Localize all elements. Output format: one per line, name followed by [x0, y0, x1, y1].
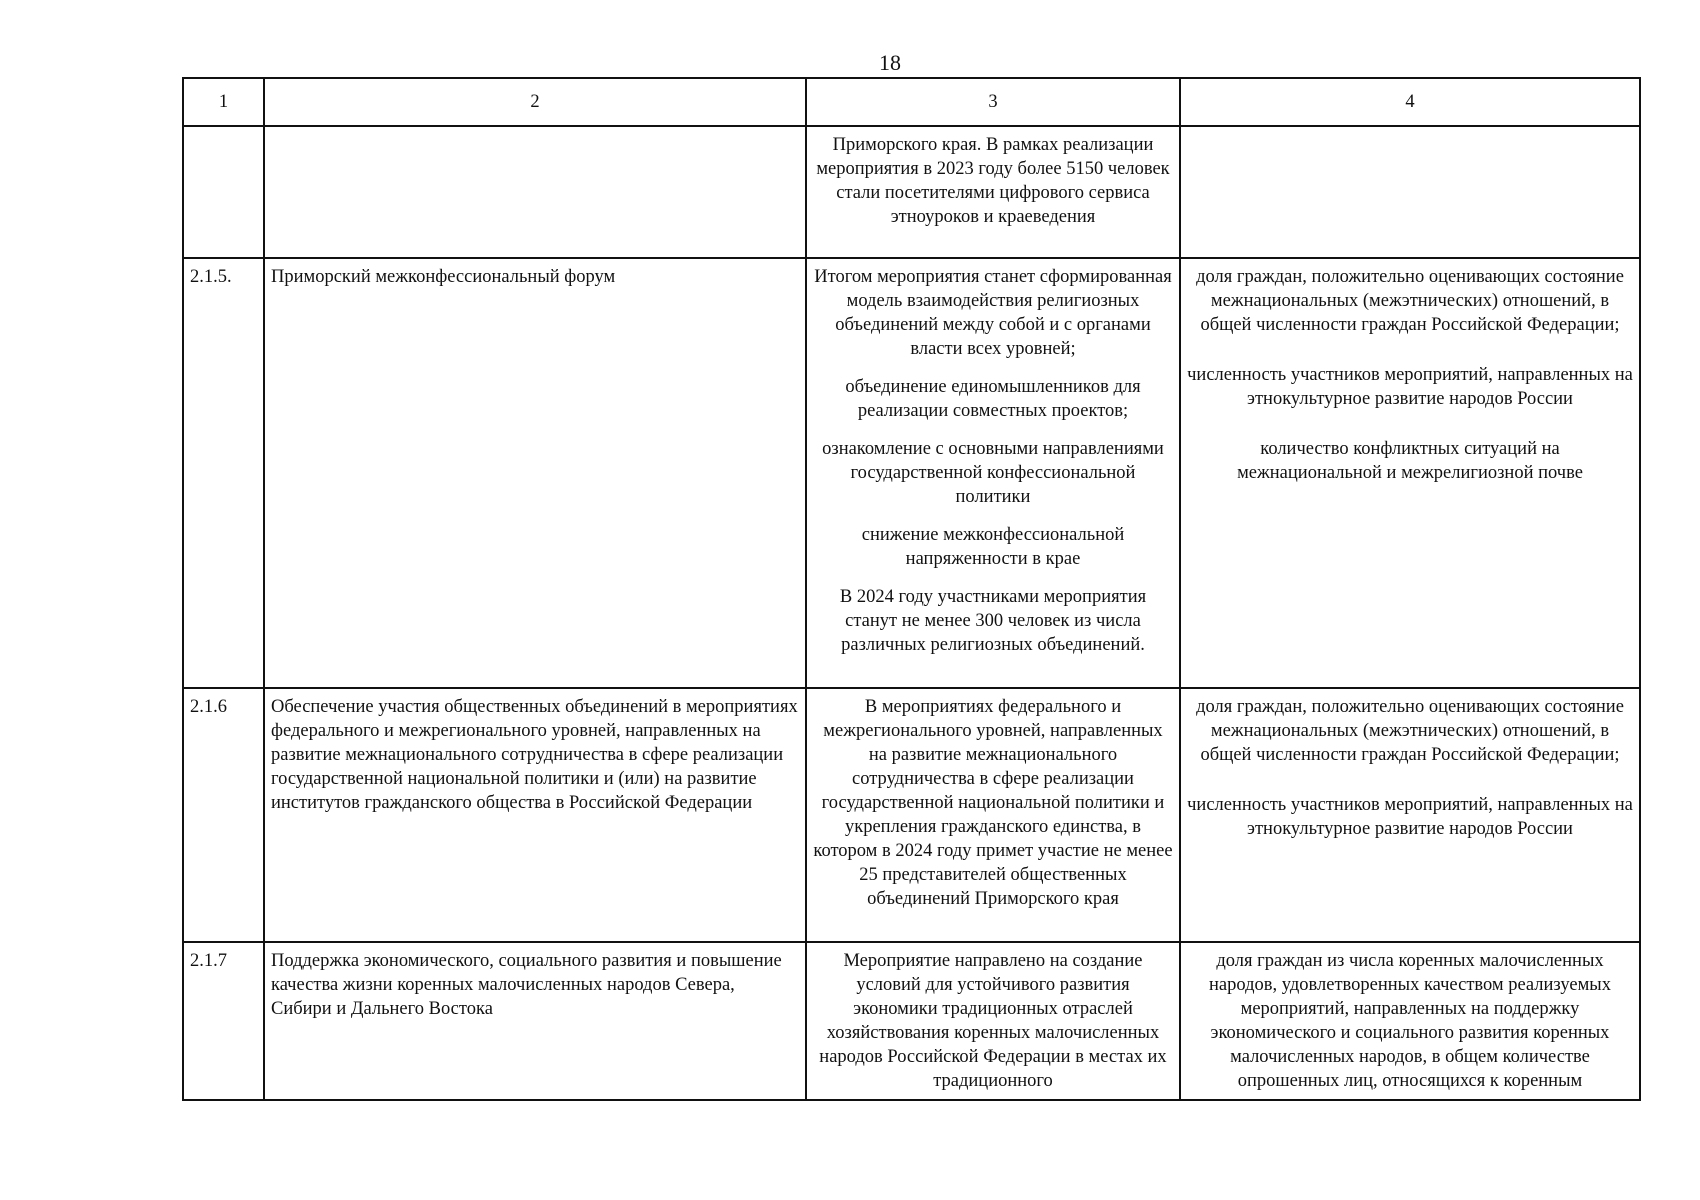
result-paragraph: объединение единомышленников для реализации совместных проектов; [845, 377, 1141, 421]
column-header-3: 3 [806, 78, 1180, 126]
measure-title-cell: Поддержка экономического, социального развития и повышение качества жизни коренных малочисленных народов Севера, Сибири и Дальнего Востока [264, 942, 806, 1100]
result-paragraph: В мероприятиях федерального и межрегионального уровней, направленных на развитие межнационального сотрудничества в сфере реализации государственной национальной политики и укрепления гражданского единства, в котором в 2024 году примет участие не менее 25 представителей общественных объединений Приморского края [813, 697, 1173, 909]
item-number-cell: 2.1.7 [183, 942, 264, 1100]
indicators-cell [1180, 258, 1640, 688]
result-paragraph: Приморского края. В рамках реализации мероприятия в 2023 году более 5150 человек стали посетителями цифрового сервиса этноуроков и краеведения [816, 135, 1170, 227]
column-header-4: 4 [1180, 78, 1640, 126]
column-header-2: 2 [264, 78, 806, 126]
result-paragraph: Мероприятие направлено на создание условий для устойчивого развития экономики традиционных отраслей хозяйствования коренных малочисленных народов Российской Федерации в местах их традиционного [819, 951, 1167, 1091]
expected-result-cell [806, 942, 1180, 1100]
item-number-cell [183, 126, 264, 258]
indicator-paragraph: доля граждан, положительно оценивающих состояние межнациональных (межэтнических) отношений, в общей численности граждан Российской Федерации; [1196, 697, 1624, 765]
table-row [183, 688, 1640, 942]
indicator-paragraph: количество конфликтных ситуаций на межнациональной и межрелигиозной почве [1237, 439, 1583, 483]
indicators-cell [1180, 942, 1640, 1100]
result-paragraph: снижение межконфессиональной напряженности в крае [861, 525, 1125, 569]
table-header-row [183, 78, 1640, 126]
measure-title-cell: Обеспечение участия общественных объединений в мероприятиях федерального и межрегионального уровней, направленных на развитие межнационального сотрудничества в сфере реализации государственной национальной политики и (или) на развитие институтов гражданского общества в Российской Федерации [264, 688, 806, 942]
expected-result-cell [806, 258, 1180, 688]
expected-result-cell [806, 688, 1180, 942]
item-number-cell: 2.1.5. [183, 258, 264, 688]
item-number-cell: 2.1.6 [183, 688, 264, 942]
indicators-cell [1180, 126, 1640, 258]
table-row [183, 258, 1640, 688]
measures-table [182, 77, 1641, 1101]
indicator-paragraph: численность участников мероприятий, направленных на этнокультурное развитие народов России [1187, 795, 1633, 839]
indicator-paragraph: доля граждан, положительно оценивающих состояние межнациональных (межэтнических) отношений, в общей численности граждан Российской Федерации; [1196, 267, 1624, 335]
expected-result-cell [806, 126, 1180, 258]
measure-title-cell: Приморский межконфессиональный форум [264, 258, 806, 688]
column-header-1: 1 [183, 78, 264, 126]
indicator-paragraph: численность участников мероприятий, направленных на этнокультурное развитие народов России [1187, 365, 1633, 409]
result-paragraph: ознакомление с основными направлениями государственной конфессиональной политики [822, 439, 1164, 507]
page-number: 18 [879, 50, 901, 75]
table-row [183, 942, 1640, 1100]
table-row [183, 126, 1640, 258]
indicators-cell [1180, 688, 1640, 942]
result-paragraph: В 2024 году участниками мероприятия станут не менее 300 человек из числа различных религиозных объединений. [839, 587, 1147, 655]
measure-title-cell [264, 126, 806, 258]
result-paragraph: Итогом мероприятия станет сформированная модель взаимодействия религиозных объединений между собой и с органами власти всех уровней; [814, 267, 1172, 359]
indicator-paragraph: доля граждан из числа коренных малочисленных народов, удовлетворенных качеством реализуемых мероприятий, направленных на поддержку экономического и социального развития коренных малочисленных народов, в общем количестве опрошенных лиц, относящихся к коренным [1209, 951, 1611, 1091]
